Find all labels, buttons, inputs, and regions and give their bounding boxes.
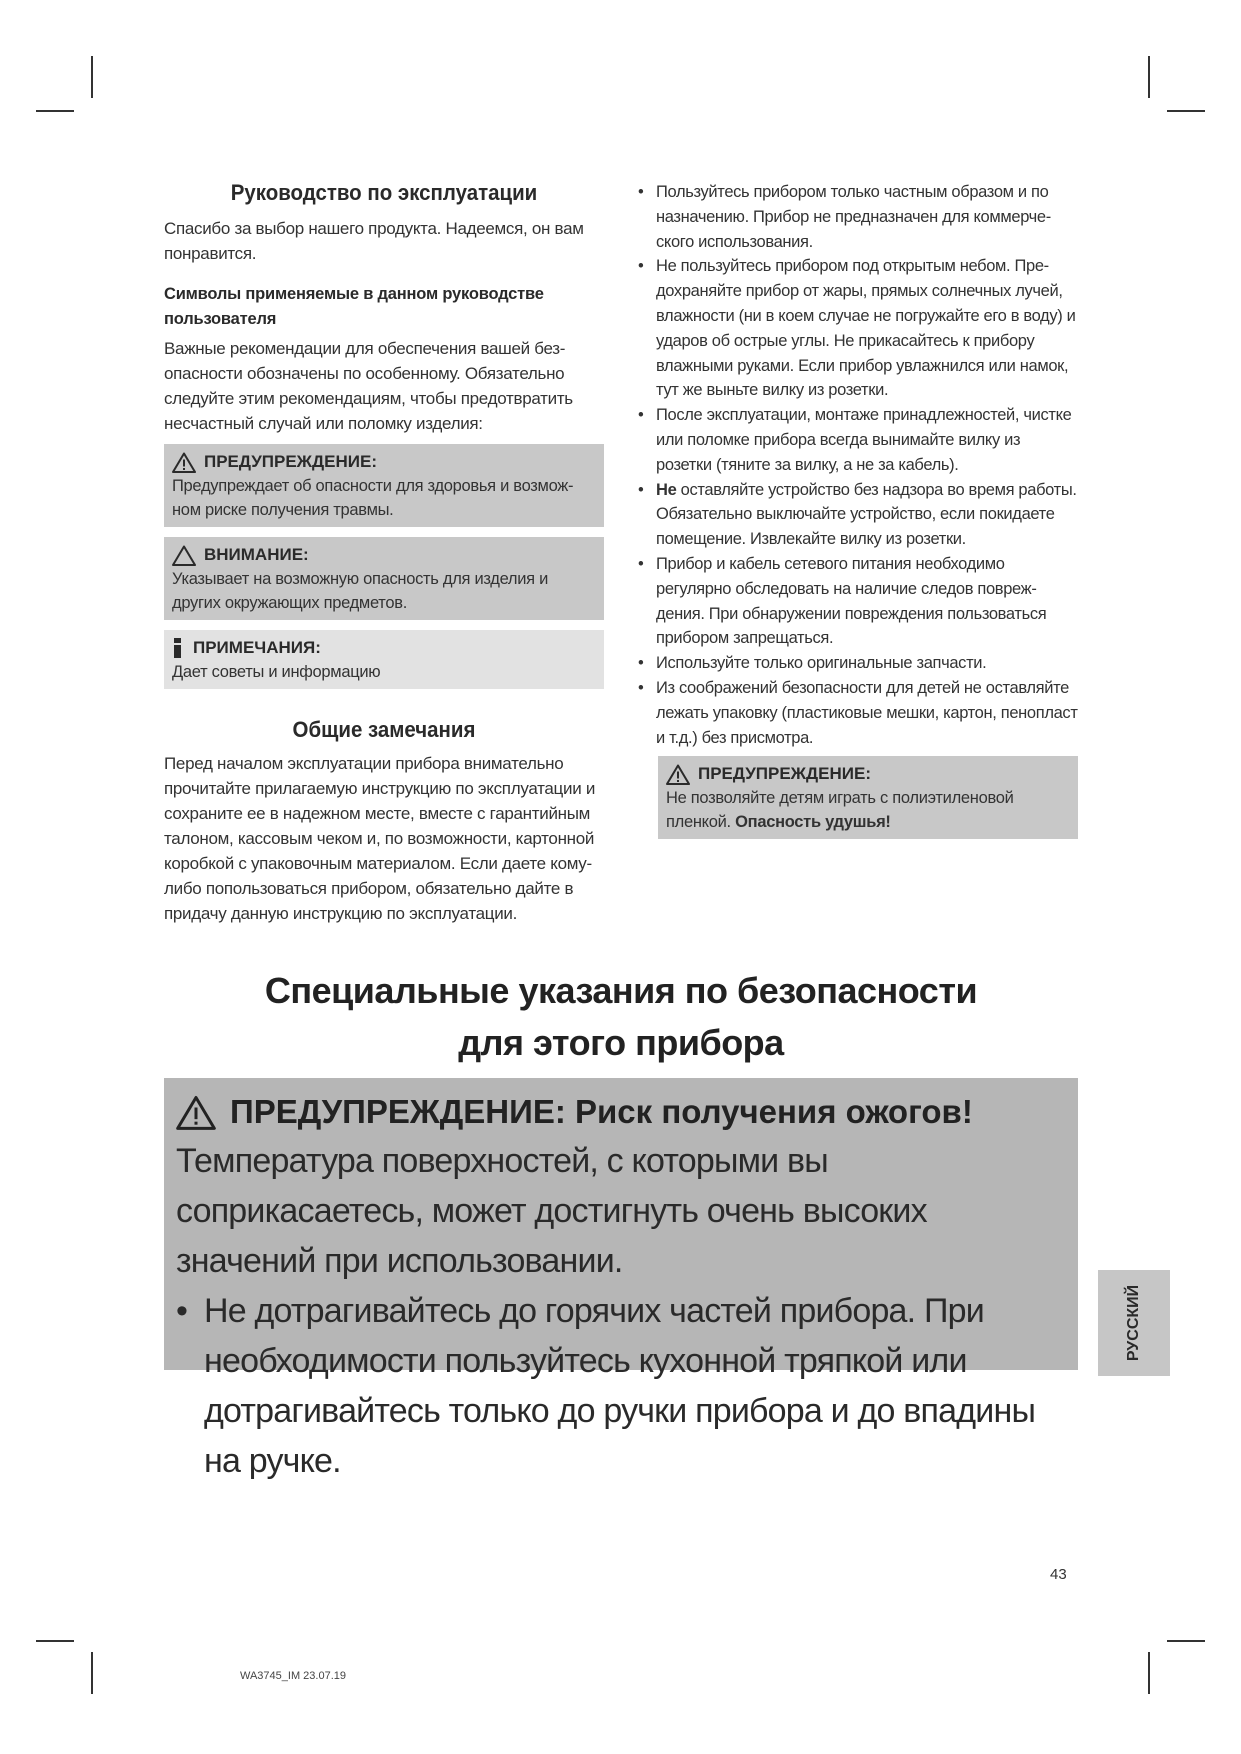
burn-warning-text: Температура поверхностей, с которыми вы соприкасаетесь, может достигнуть очень высоких значений при использовании. [176,1142,927,1280]
list-item: • Пользуйтесь прибором только частным образом и по назначению. Прибор не предназначен для коммерческого использования. [638,183,1052,251]
caution-text: Указывает на возможную опасность для изделия и других окружающих предметов. [172,570,549,612]
notes-box [164,630,604,689]
warning-label: ПРЕДУПРЕЖДЕНИЕ: [204,452,377,471]
list-item: • Не оставляйте устройство без надзора во время работы. Обязательно выключайте устройство, если покидаете помещение. Извлекайте вилку из розетки. [638,480,1077,549]
caution-box [164,537,604,620]
list-item: • Не пользуйтесь прибором под открытым небом. Предохраняйте прибор от жары, прямых солнечных лучей, влажности (ни в коем случае не погружайте его в воду) и ударов об острые углы. Не прикасайтесь к прибору влажными руками. Если прибор увлажнился или намок, тут же выньте вилку из розетки. [638,257,1076,400]
info-icon [174,638,181,658]
suffocation-danger: Опасность удушья! [735,813,891,832]
crop-mark [91,56,93,98]
child-warning-box [658,756,1078,839]
notes-label: ПРИМЕЧАНИЯ: [193,638,321,657]
general-text: Перед началом эксплуатации прибора внимательно прочитайте прилагаемую инструкцию по эксплуатации и сохраните ее в надежном месте, вместе с гарантийным талоном, кассовым чеком и, по возможности, картонной коробкой с упаковочным материалом. Если даете кому-либо попользоваться прибором, обязательно дайте в придачу данную инструкцию по эксплуатации. [164,754,596,923]
special-safety-title: Специальные указания по безопасности для этого прибора [264,970,978,1063]
caution-triangle-icon [172,545,196,566]
language-tab: РУССКИЙ [1098,1270,1170,1376]
intro-text: Спасибо за выбор нашего продукта. Надеемся, он вам понравится. [164,219,584,263]
crop-mark [1148,1652,1150,1694]
warning-triangle-icon [176,1095,216,1130]
list-item: • Прибор и кабель сетевого питания необходимо регулярно обследовать на наличие следов повреждения. При обнаружении повреждения пользоваться прибором запрещаться. [638,554,1047,648]
crop-mark [36,1640,74,1642]
warning-triangle-icon [172,452,196,473]
child-warning-text: Не позволяйте детям играть с полиэтиленовой пленкой. Опасность удушья! [666,789,1014,832]
notes-text: Дает советы и информацию [172,663,381,681]
crop-mark [36,110,74,112]
child-warning-label: ПРЕДУПРЕЖДЕНИЕ: [698,764,871,784]
crop-mark [1148,56,1150,98]
warning-text: Предупреждает об опасности для здоровья и возможном риске получения травмы. [172,477,574,519]
crop-mark [1167,110,1205,112]
symbols-text: Важные рекомендации для обеспечения вашей безопасности обозначены по особенному. Обязательно следуйте этим рекомендациям, чтобы предотвратить несчастный случай или поломку изделия: [164,339,573,433]
warning-triangle-icon [666,764,690,785]
warning-box [164,444,604,527]
list-item: • Из соображений безопасности для детей не оставляйте лежать упаковку (пластиковые мешки, картон, пенопласт и т.д.) без присмотра. [638,678,1078,747]
burn-warning-box [164,1078,1078,1480]
left-column [164,180,604,926]
burn-warning-head: ПРЕДУПРЕЖДЕНИЕ: Риск получения ожогов! [230,1093,973,1130]
right-column [638,180,1078,839]
list-item: • Используйте только оригинальные запчасти. [638,654,987,673]
page-number: 43 [1050,1566,1067,1583]
manual-title: Руководство по эксплуатации [230,180,538,205]
burn-warning-bullet: • Не дотрагивайтесь до горячих частей прибора. При необходимости пользуйтесь кухонной тряпкой или дотрагивайтесь только до ручки прибора и до впадины на ручке. [176,1292,1036,1480]
safety-list [638,180,1078,750]
list-item: • После эксплуатации, монтаже принадлежностей, чистке или поломке прибора всегда вынимайте вилку из розетки (тяните за вилку, а не за кабель). [638,406,1072,474]
crop-mark [91,1652,93,1694]
crop-mark [1167,1640,1205,1642]
caution-label: ВНИМАНИЕ: [204,545,309,564]
general-title: Общие замечания [292,717,476,742]
footer-code: WA3745_IM 23.07.19 [240,1670,346,1682]
symbols-heading: Символы применяемые в данном руководстве пользователя [164,285,544,328]
